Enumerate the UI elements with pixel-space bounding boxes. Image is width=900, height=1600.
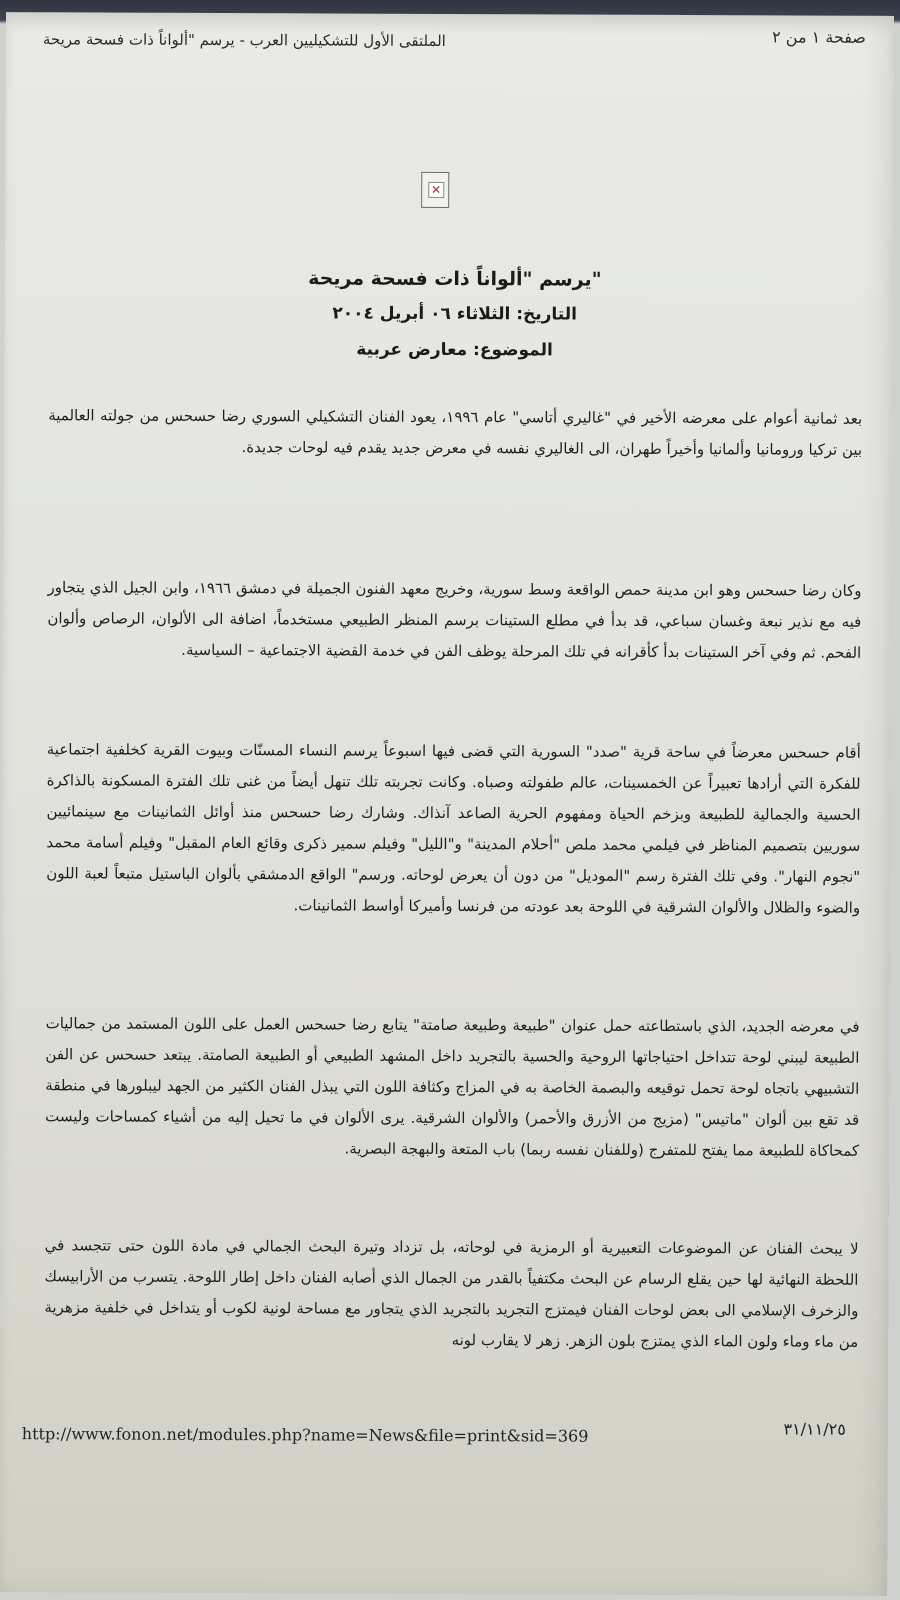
- print-header-title: الملتقى الأول للتشكيليين العرب - يرسم "ألواناً ذات فسحة مريحة: [42, 30, 446, 50]
- print-footer-url: http://www.fonon.net/modules.php?name=News&file=print&sid=369: [21, 1424, 589, 1446]
- broken-image-icon: [421, 172, 449, 208]
- printed-page: [0, 12, 894, 1596]
- article-paragraph: في معرضه الجديد، الذي باستطاعته حمل عنوان "طبيعة وطبيعة صامتة" يتابع رضا حسحس العمل على اللون المستمد من جماليات الطبيعة ليبني لوحة تتداخل احتياجاتها الروحية والحسية بالتجريد داخل المشهد الطبيعي أو الطبيعة الصامتة. يبتعد حسحس عن الفن التشبيهي باتجاه لوحة تحمل توقيعه والبصمة الخاصة به في المزاج وكثافة اللون التي يبذل الفنان الكثير من الجهد ليبلورها في منطقة قد تقع بين ألوان "ماتيس" (مزيج من الأزرق والأحمر) والألوان الشرقية. يرى الألوان في ما تحيل إليه من أشياء كمساحات وليست كمحاكاة للطبيعة مما يفتح للمتفرج (وللفنان نفسه ربما) باب المتعة والبهجة البصرية.: [45, 1014, 860, 1160]
- article-paragraph: بعد ثمانية أعوام على معرضه الأخير في "غاليري أتاسي" عام ١٩٩٦، يعود الفنان التشكيلي السوري رضا حسحس من جولته العالمية بين تركيا ورومانيا وألمانيا وأخيراً طهران، الى الغاليري نفسه في معرض جديد يقدم فيه لوحات جديدة.: [48, 406, 863, 459]
- article-paragraph: لا يبحث الفنان عن الموضوعات التعبيرية أو الرمزية في لوحاته، بل تزداد وتيرة البحث الجمالي في مادة اللون حتى تتجسد في اللحظة النهائية لها حين يقلع الرسام عن البحث مكتفياً بالقدر من الجمال الذي أصابه الفنان داخل إطار اللوحة. يتسرب من الأرابيسك والزخرف الإسلامي الى بعض لوحات الفنان فيمتزج التجريد بالتجريد الذي يتجاور مع مساحة لونية لكوب أو يتداخل في خلفية مزهرية من ماء وماء ولون الماء الذي يمتزج بلون الزهر. زهر لا يقارب لونه: [44, 1236, 859, 1351]
- article-subject: الموضوع: معارض عربية: [356, 339, 553, 361]
- print-footer-date: ٣١/١١/٢٥: [783, 1419, 846, 1439]
- page-indicator: صفحة ١ من ٢: [772, 27, 866, 47]
- article-title: "يرسم "ألواناً ذات فسحة مريحة: [308, 267, 602, 291]
- broken-image-x-mark: ✕: [428, 182, 444, 198]
- article-paragraph: أقام حسحس معرضاً في ساحة قرية "صدد" السورية التي قضى فيها اسبوعاً يرسم النساء المسنّات وبيوت القرية كخلفية اجتماعية للفكرة التي أرادها تعبيراً عن الخمسينات، عالم طفولته وصباه. وكانت تجربته تلك تنهل أيضاً من غنى تلك الفترة المسكونة بالذاكرة الحسية والجمالية للطبيعة وبزخم الحياة ومفهوم الحرية الصاعد آنذاك. وشارك رضا حسحس منذ أوائل الثمانينات مع سينمائيين سوريين بتصميم المناظر في فيلمي محمد ملص "أحلام المدينة" و"الليل" وفيلم سمير ذكرى وقائع العام المقبل" وفيلم أسامة محمد "نجوم النهار". وفي تلك الفترة رسم "الموديل" من دون أن يعرض لوحاته. ورسم" الواقع الدمشقي بألوان الباستيل متبعاً لعبة اللون والضوء والظلال والألوان الشرقية في اللوحة بعد عودته من فرنسا وأميركا أواسط الثمانينات.: [46, 740, 861, 917]
- article-paragraph: وكان رضا حسحس وهو ابن مدينة حمص الواقعة وسط سورية، وخريج معهد الفنون الجميلة في دمشق ١٩٦٦، وابن الجيل الذي يتجاور فيه مع نذير نبعة وغسان سباعي، قد بدأ في مطلع الستينات برسم المنظر الطبيعي مستخدماً، اضافة الى الألوان، الرصاص وألوان الفحم. ثم وفي آخر الستينات بدأ كأقرانه في تلك المرحلة يوظف الفن في خدمة القضية الاجتماعية – السياسية.: [47, 578, 862, 662]
- article-date: التاريخ: الثلاثاء ٠٦ أبريل ٢٠٠٤: [332, 303, 578, 325]
